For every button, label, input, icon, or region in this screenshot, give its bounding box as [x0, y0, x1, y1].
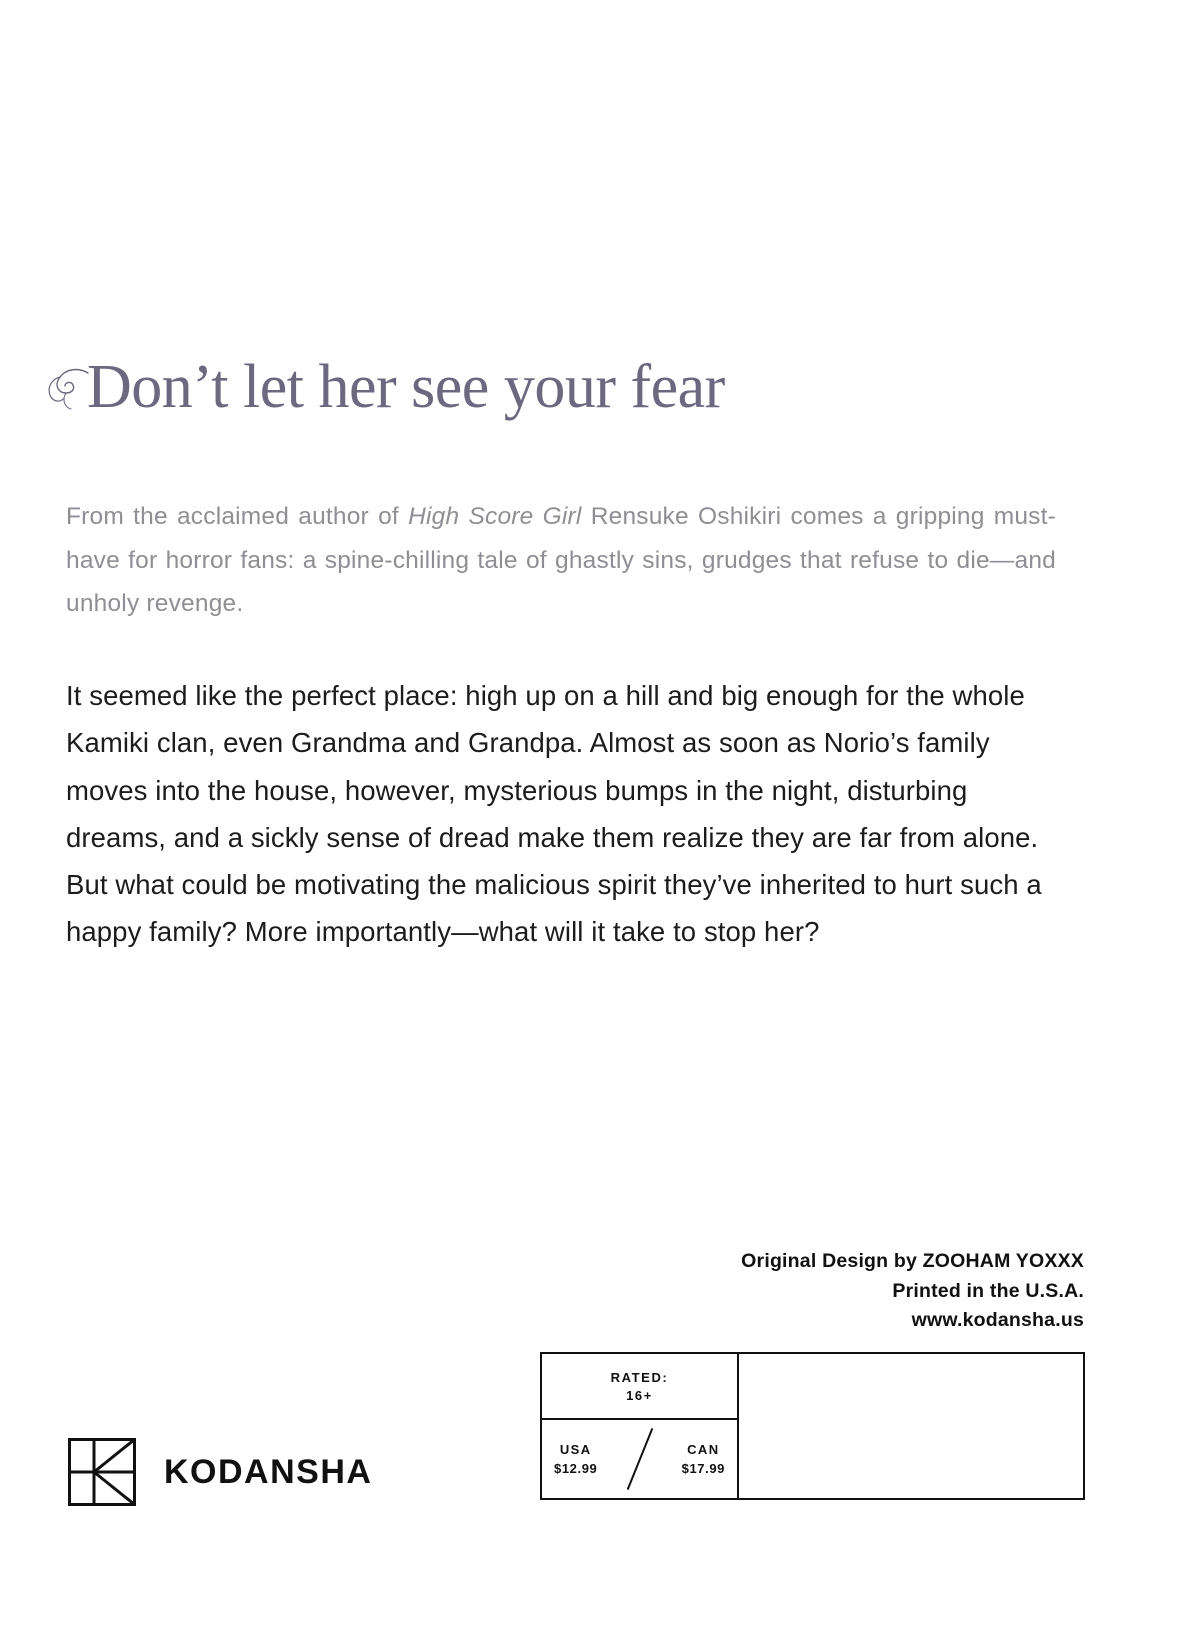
synopsis-text: [66, 672, 1051, 956]
price-can: [682, 1442, 725, 1476]
synopsis-paragraph: It seemed like the perfect place: high up on a hill and big enough for the whole Kamiki clan, even Grandma and Grandpa. Almost as soon as Norio’s family moves into the house, however, mysterious bumps in the night, disturbing dreams, and a sickly sense of dread make them realize they are far from alone. But what could be motivating the malicious spirit they’ve inherited to hurt such a happy family? More importantly—what will it take to stop her?: [66, 680, 1042, 948]
price-can-value: $17.99: [681, 1461, 725, 1476]
publisher-name: KODANSHA: [164, 1452, 373, 1491]
price-divider-slash: [626, 1428, 653, 1490]
barcode-area: [739, 1354, 1083, 1498]
intro-blurb: [66, 495, 1056, 626]
price-usa-label: USA: [559, 1442, 592, 1457]
intro-part-1: From the acclaimed author of: [66, 503, 409, 530]
credits-block: [741, 1247, 1084, 1336]
intro-part-2: Rensuke Oshikiri comes a gripping must-have for horror fans: a spine-chilling tale of ghastly sins, grudges that refuse to die—and unholy revenge.: [66, 503, 1056, 618]
price-cell: [542, 1420, 737, 1498]
headline-text: Don’t let her see your fear: [87, 353, 725, 421]
price-usa: [554, 1442, 597, 1476]
publisher-logo: [68, 1438, 372, 1506]
price-rating-left: [542, 1354, 739, 1498]
price-can-label: CAN: [687, 1442, 720, 1457]
kodansha-logo-icon: [68, 1438, 136, 1506]
credit-design: Original Design by ZOOHAM YOXXX: [741, 1250, 1084, 1272]
rating-cell: [542, 1354, 737, 1420]
rating-label: RATED:: [610, 1369, 669, 1385]
rating-value: 16+: [626, 1387, 653, 1403]
credit-printed: Printed in the U.S.A.: [892, 1279, 1084, 1302]
page-headline: [44, 355, 1104, 420]
price-usa-value: $12.99: [554, 1461, 598, 1476]
price-rating-box: [540, 1352, 1085, 1500]
credit-website: www.kodansha.us: [911, 1309, 1084, 1332]
intro-italic-title: High Score Girl: [408, 503, 582, 530]
